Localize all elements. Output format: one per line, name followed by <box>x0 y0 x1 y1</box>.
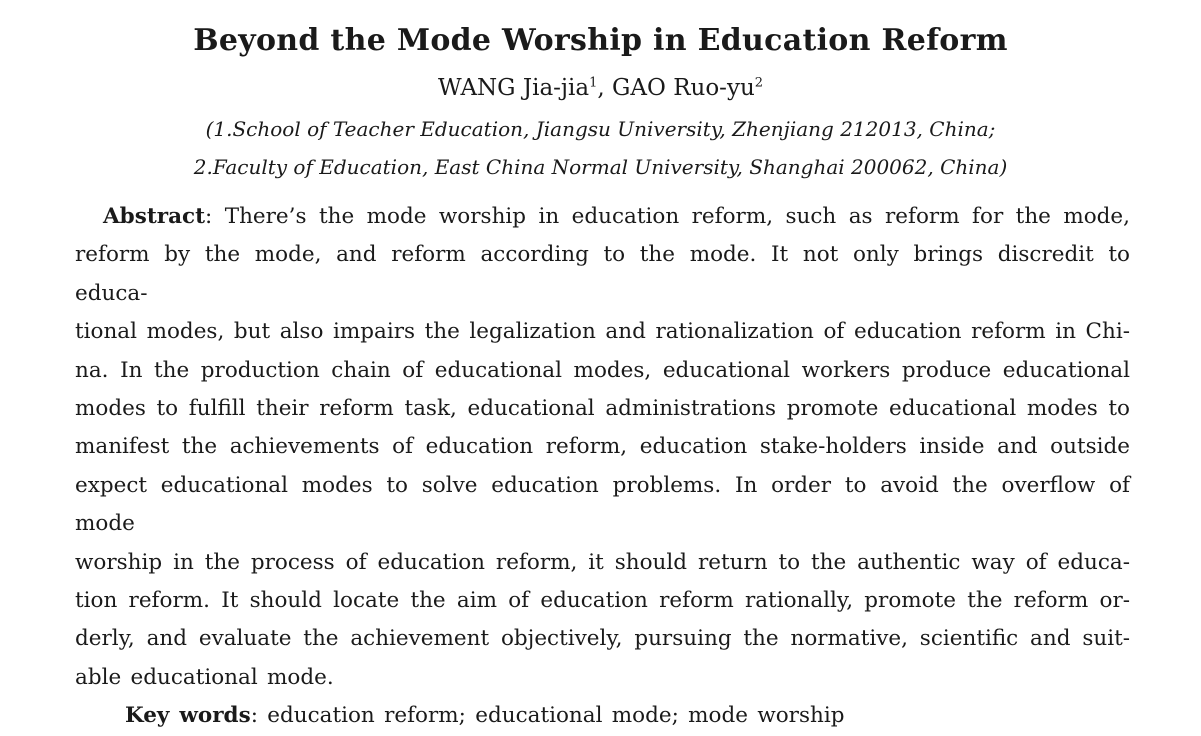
abstract-line: tional modes, but also impairs the legalization and rationalization of education reform in Chi- <box>75 319 1130 345</box>
abstract-label: Abstract <box>103 204 206 229</box>
keywords-colon: : <box>250 703 268 729</box>
abstract-colon: : <box>205 204 225 229</box>
author-superscript-2: 2 <box>754 75 764 91</box>
abstract-line: reform by the mode, and reform according to the mode. It not only brings discredit to educa- <box>75 242 1130 306</box>
abstract-line: expect educational modes to solve education problems. In order to avoid the overflow of mode <box>75 472 1130 537</box>
keywords-label: Key words <box>125 703 251 729</box>
abstract-line: worship in the process of education reform, it should return to the authentic way of educa- <box>75 549 1130 575</box>
author-name-1: WANG Jia-jia <box>437 75 590 101</box>
abstract-line-text: There’s the mode worship in education reform, such as reform for the mode, <box>224 204 1130 229</box>
abstract-line: modes to fulfill their reform task, educational administrations promote educational modes to <box>75 396 1130 422</box>
paper-title: Beyond the Mode Worship in Education Reform <box>193 23 1008 58</box>
author-separator: , <box>597 75 613 101</box>
abstract-line: able educational mode. <box>75 664 334 690</box>
abstract-line: na. In the production chain of educational modes, educational workers produce educational <box>75 357 1130 383</box>
affiliation-line-1: (1.School of Teacher Education, Jiangsu University, Zhenjiang 212013, China; <box>205 117 996 141</box>
author-line <box>0 72 1201 104</box>
keywords-line <box>75 697 1130 735</box>
abstract-line: tion reform. It should locate the aim of education reform rationally, promote the reform or- <box>75 588 1130 614</box>
abstract-line: manifest the achievements of education reform, education stake-holders inside and outside <box>75 434 1130 460</box>
affiliation-line-2: 2.Faculty of Education, East China Normal University, Shanghai 200062, China) <box>193 155 1008 179</box>
keywords-text: education reform; educational mode; mode worship <box>267 703 845 729</box>
abstract-paragraph <box>75 198 1130 736</box>
abstract-line: derly, and evaluate the achievement objectively, pursuing the normative, scientific and suit- <box>75 626 1130 652</box>
affiliation-block <box>0 110 1201 186</box>
abstract-line <box>75 198 1130 236</box>
author-superscript-1: 1 <box>589 75 598 91</box>
author-name-2: GAO Ruo-yu <box>612 75 755 101</box>
